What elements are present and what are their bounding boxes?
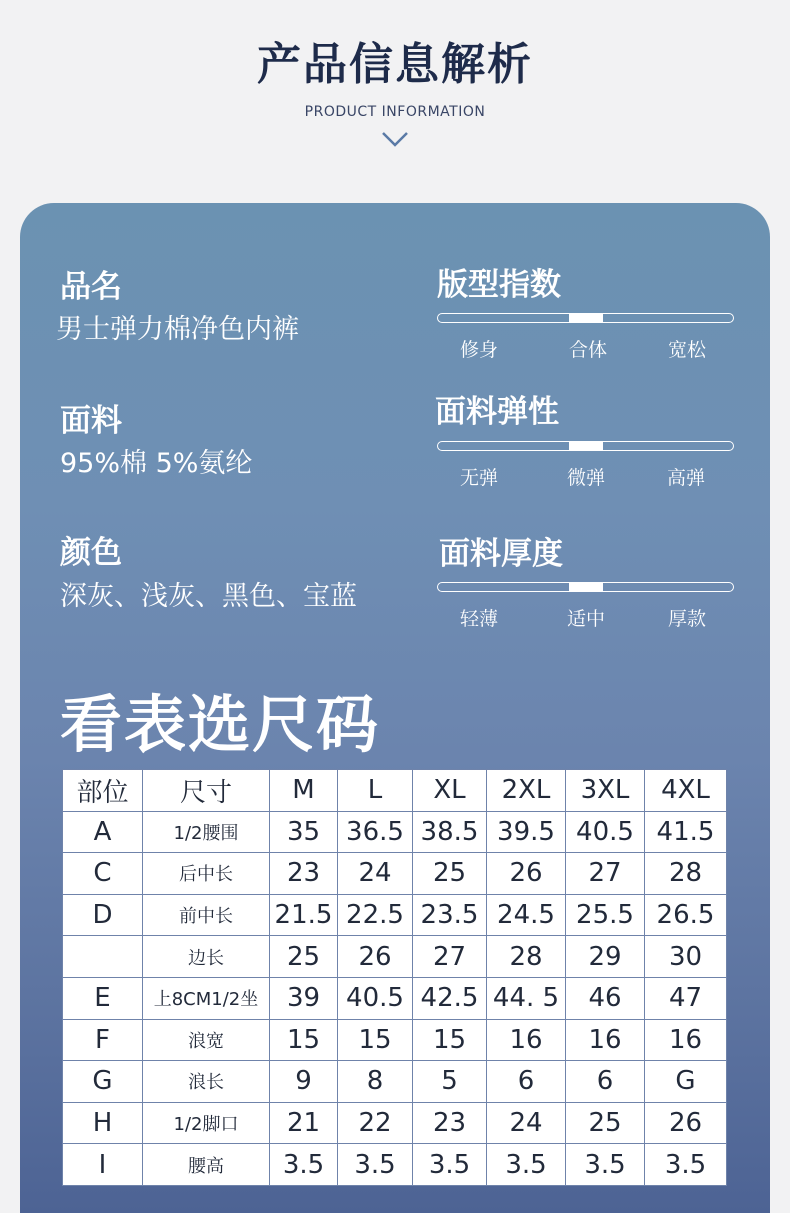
page-subtitle: PRODUCT INFORMATION <box>304 104 486 120</box>
value-cell: 30 <box>645 936 727 978</box>
table-row <box>63 1144 727 1186</box>
measure-cell: 上8CM1/2坐 <box>143 977 270 1019</box>
part-cell <box>63 936 143 978</box>
table-row <box>63 977 727 1019</box>
value-cell: 44. 5 <box>487 977 566 1019</box>
value-cell: 5 <box>413 1061 487 1103</box>
measure-cell: 前中长 <box>143 894 270 936</box>
fit-index-tick-right: 宽松 <box>667 339 706 361</box>
table-row <box>63 853 727 895</box>
value-cell: 3.5 <box>270 1144 338 1186</box>
thickness-tick-right: 厚款 <box>667 608 706 630</box>
value-cell: 16 <box>487 1019 566 1061</box>
value-cell: 28 <box>645 853 727 895</box>
value-cell: 22 <box>338 1102 413 1144</box>
product-name-value: 男士弹力棉净色内裤 <box>56 314 299 345</box>
table-row <box>63 894 727 936</box>
part-cell: C <box>63 853 143 895</box>
value-cell: 15 <box>413 1019 487 1061</box>
size-table <box>62 769 727 1186</box>
table-row <box>63 1102 727 1144</box>
fabric-value: 95%棉 5%氨纶 <box>60 448 253 479</box>
header-cell: 4XL <box>645 770 727 812</box>
fit-index-tick-mid: 合体 <box>568 339 607 361</box>
header-cell: L <box>338 770 413 812</box>
part-cell: I <box>63 1144 143 1186</box>
header-cell: XL <box>413 770 487 812</box>
value-cell: 24.5 <box>487 894 566 936</box>
fit-index-gauge <box>437 313 734 323</box>
page-title: 产品信息解析 <box>257 39 533 90</box>
table-row <box>63 1019 727 1061</box>
value-cell: G <box>645 1061 727 1103</box>
value-cell: 38.5 <box>413 811 487 853</box>
elasticity-gauge <box>437 441 734 451</box>
header-cell: 2XL <box>487 770 566 812</box>
value-cell: 26 <box>338 936 413 978</box>
fit-index-title: 版型指数 <box>437 267 561 303</box>
fit-index-indicator <box>569 314 603 322</box>
header-cell: 3XL <box>566 770 645 812</box>
value-cell: 25.5 <box>566 894 645 936</box>
value-cell: 6 <box>566 1061 645 1103</box>
value-cell: 3.5 <box>338 1144 413 1186</box>
value-cell: 22.5 <box>338 894 413 936</box>
value-cell: 47 <box>645 977 727 1019</box>
thickness-indicator <box>569 583 603 591</box>
value-cell: 8 <box>338 1061 413 1103</box>
measure-cell: 腰高 <box>143 1144 270 1186</box>
value-cell: 28 <box>487 936 566 978</box>
value-cell: 23.5 <box>413 894 487 936</box>
header-cell: 尺寸 <box>143 770 270 812</box>
value-cell: 16 <box>566 1019 645 1061</box>
value-cell: 25 <box>413 853 487 895</box>
thickness-tick-left: 轻薄 <box>459 608 498 630</box>
value-cell: 3.5 <box>645 1144 727 1186</box>
thickness-gauge <box>437 582 734 592</box>
fabric-label: 面料 <box>60 403 122 439</box>
size-chart-title: 看表选尺码 <box>60 688 381 761</box>
value-cell: 24 <box>487 1102 566 1144</box>
value-cell: 9 <box>270 1061 338 1103</box>
value-cell: 15 <box>338 1019 413 1061</box>
header-cell: 部位 <box>63 770 143 812</box>
measure-cell: 1/2脚口 <box>143 1102 270 1144</box>
value-cell: 42.5 <box>413 977 487 1019</box>
value-cell: 27 <box>566 853 645 895</box>
value-cell: 36.5 <box>338 811 413 853</box>
value-cell: 25 <box>270 936 338 978</box>
table-row <box>63 811 727 853</box>
value-cell: 23 <box>413 1102 487 1144</box>
thickness-tick-mid: 适中 <box>566 608 605 630</box>
value-cell: 21.5 <box>270 894 338 936</box>
value-cell: 3.5 <box>487 1144 566 1186</box>
elasticity-indicator <box>569 442 603 450</box>
value-cell: 39.5 <box>487 811 566 853</box>
elasticity-tick-right: 高弹 <box>666 467 705 489</box>
value-cell: 41.5 <box>645 811 727 853</box>
value-cell: 46 <box>566 977 645 1019</box>
value-cell: 29 <box>566 936 645 978</box>
value-cell: 27 <box>413 936 487 978</box>
value-cell: 24 <box>338 853 413 895</box>
value-cell: 26.5 <box>645 894 727 936</box>
value-cell: 40.5 <box>338 977 413 1019</box>
part-cell: G <box>63 1061 143 1103</box>
value-cell: 39 <box>270 977 338 1019</box>
fit-index-tick-left: 修身 <box>459 339 498 361</box>
product-name-label: 品名 <box>60 269 122 305</box>
color-value: 深灰、浅灰、黑色、宝蓝 <box>60 581 357 612</box>
value-cell: 15 <box>270 1019 338 1061</box>
measure-cell: 后中长 <box>143 853 270 895</box>
value-cell: 21 <box>270 1102 338 1144</box>
value-cell: 26 <box>487 853 566 895</box>
measure-cell: 边长 <box>143 936 270 978</box>
elasticity-tick-left: 无弹 <box>459 467 498 489</box>
measure-cell: 浪宽 <box>143 1019 270 1061</box>
value-cell: 26 <box>645 1102 727 1144</box>
chevron-down-icon <box>380 130 410 148</box>
part-cell: F <box>63 1019 143 1061</box>
value-cell: 23 <box>270 853 338 895</box>
thickness-title: 面料厚度 <box>439 536 563 572</box>
value-cell: 6 <box>487 1061 566 1103</box>
value-cell: 25 <box>566 1102 645 1144</box>
size-table-header <box>63 770 727 812</box>
measure-cell: 浪长 <box>143 1061 270 1103</box>
elasticity-tick-mid: 微弹 <box>566 467 605 489</box>
part-cell: H <box>63 1102 143 1144</box>
value-cell: 40.5 <box>566 811 645 853</box>
color-label: 颜色 <box>60 535 122 571</box>
value-cell: 3.5 <box>566 1144 645 1186</box>
measure-cell: 1/2腰围 <box>143 811 270 853</box>
value-cell: 16 <box>645 1019 727 1061</box>
part-cell: E <box>63 977 143 1019</box>
value-cell: 35 <box>270 811 338 853</box>
value-cell: 3.5 <box>413 1144 487 1186</box>
table-row <box>63 1061 727 1103</box>
table-row <box>63 936 727 978</box>
header-cell: M <box>270 770 338 812</box>
elasticity-title: 面料弹性 <box>435 394 559 430</box>
part-cell: A <box>63 811 143 853</box>
part-cell: D <box>63 894 143 936</box>
